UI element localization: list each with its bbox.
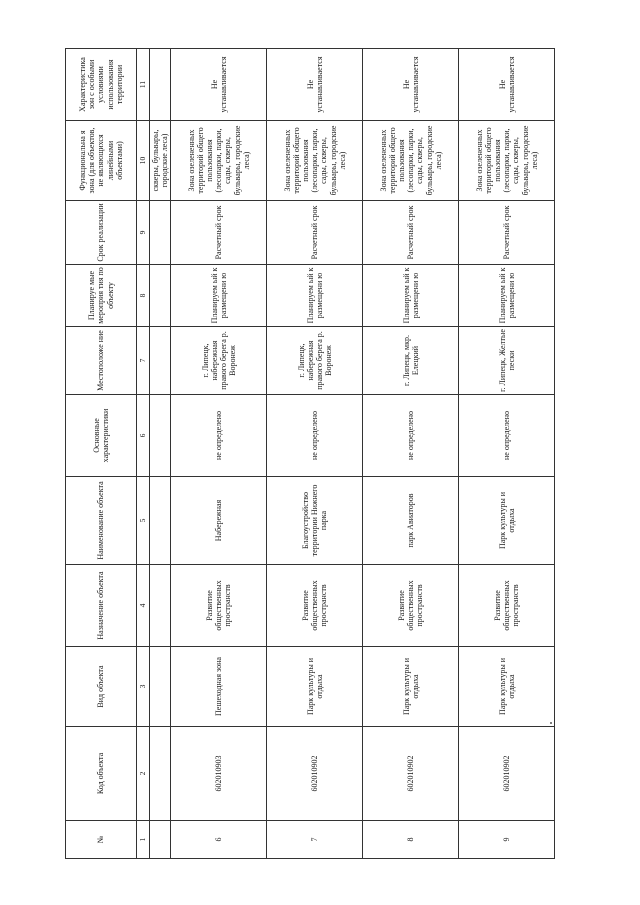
continuation-cell-empty — [150, 327, 171, 395]
table-row — [267, 49, 363, 859]
object-location: г. Липецк, набережная правого берега р. Воронеж — [171, 327, 267, 395]
continuation-cell-empty — [150, 647, 171, 727]
object-kind: Парк культуры и отдыха — [267, 647, 363, 727]
column-number: 5 — [137, 477, 150, 565]
table-frame — [65, 49, 555, 859]
object-characteristics: не определено — [171, 395, 267, 477]
functional-zone: Зона озелененных территорий общего пользования (лесопарки, парки, сады, скверы, бульвары, городские леса) — [363, 121, 459, 201]
object-code: 602010903 — [171, 727, 267, 821]
table-row — [171, 49, 267, 859]
planned-measures: Планируем ый к размещени ю — [459, 265, 555, 327]
implementation-term: Расчетный срок — [363, 201, 459, 265]
object-name: Благоустройство территории Нижнего парка — [267, 477, 363, 565]
object-name: парк Авиаторов — [363, 477, 459, 565]
planned-measures: Планируем ый к размещени ю — [171, 265, 267, 327]
table-header-row — [66, 49, 137, 859]
object-characteristics: не определено — [363, 395, 459, 477]
object-kind: Парк культуры и отдыха — [459, 647, 555, 727]
continuation-cell-empty — [150, 821, 171, 859]
implementation-term: Расчетный срок — [267, 201, 363, 265]
scan-speck — [550, 722, 552, 724]
row-number: 9 — [459, 821, 555, 859]
functional-zone: Зона озелененных территорий общего пользования (лесопарки, парки, сады, скверы, бульвары, городские леса) — [459, 121, 555, 201]
continuation-cell-empty — [150, 49, 171, 121]
column-number: 7 — [137, 327, 150, 395]
column-number-row — [137, 49, 150, 859]
column-number: 4 — [137, 565, 150, 647]
object-location: г. Липецк, Желтые пески — [459, 327, 555, 395]
special-zones: Не устанавливается — [363, 49, 459, 121]
rotated-table-container — [65, 49, 555, 859]
object-code: 602010902 — [267, 727, 363, 821]
continuation-cell-empty — [150, 395, 171, 477]
column-number: 1 — [137, 821, 150, 859]
object-kind: Парк культуры и отдыха — [363, 647, 459, 727]
column-header: Характеристика зон с особыми условиями использования территории — [66, 49, 137, 121]
row-number: 8 — [363, 821, 459, 859]
column-number: 8 — [137, 265, 150, 327]
continuation-zone-text: скверы, бульвары, городские леса) — [150, 121, 171, 201]
planned-measures: Планируем ый к размещени ю — [363, 265, 459, 327]
column-number: 2 — [137, 727, 150, 821]
column-header: Наименование объекта — [66, 477, 137, 565]
continuation-row — [150, 49, 171, 859]
object-location: г. Липецк, набережная правого берега р. Воронеж — [267, 327, 363, 395]
object-name: Набережная — [171, 477, 267, 565]
row-number: 7 — [267, 821, 363, 859]
object-purpose: Развитие общественных пространств — [459, 565, 555, 647]
implementation-term: Расчетный срок — [171, 201, 267, 265]
object-location: г. Липецк, мкр. Елецкий — [363, 327, 459, 395]
column-header: Функциональна я зона (для объектов, не являющихся линейными объектами) — [66, 121, 137, 201]
continuation-cell-empty — [150, 201, 171, 265]
column-number: 11 — [137, 49, 150, 121]
column-number: 3 — [137, 647, 150, 727]
object-code: 602010902 — [459, 727, 555, 821]
column-header: Вид объекта — [66, 647, 137, 727]
continuation-cell-empty — [150, 477, 171, 565]
special-zones: Не устанавливается — [459, 49, 555, 121]
object-code: 602010902 — [363, 727, 459, 821]
column-header: Местоположе ние — [66, 327, 137, 395]
column-header: Назначение объекта — [66, 565, 137, 647]
column-header: Срок реализации — [66, 201, 137, 265]
continuation-cell-empty — [150, 565, 171, 647]
implementation-term: Расчетный срок — [459, 201, 555, 265]
planned-measures: Планируем ый к размещени ю — [267, 265, 363, 327]
column-number: 10 — [137, 121, 150, 201]
object-purpose: Развитие общественных пространств — [363, 565, 459, 647]
table-row — [459, 49, 555, 859]
object-characteristics: не определено — [267, 395, 363, 477]
column-header: Планируе мые мероприя тия по объекту — [66, 265, 137, 327]
object-purpose: Развитие общественных пространств — [267, 565, 363, 647]
object-purpose: Развитие общественных пространств — [171, 565, 267, 647]
object-characteristics: не определено — [459, 395, 555, 477]
row-number: 6 — [171, 821, 267, 859]
continuation-cell-empty — [150, 727, 171, 821]
column-header: № — [66, 821, 137, 859]
special-zones: Не устанавливается — [171, 49, 267, 121]
column-number: 9 — [137, 201, 150, 265]
special-zones: Не устанавливается — [267, 49, 363, 121]
column-header: Код объекта — [66, 727, 137, 821]
planned-objects-table — [65, 48, 555, 859]
functional-zone: Зона озелененных территорий общего пользования (лесопарки, парки, сады, скверы, бульвары, городские леса) — [171, 121, 267, 201]
object-kind: Пешеходная зона — [171, 647, 267, 727]
object-name: Парк культуры и отдыха — [459, 477, 555, 565]
continuation-cell-empty — [150, 265, 171, 327]
functional-zone: Зона озелененных территорий общего пользования (лесопарки, парки, сады, скверы, бульвары, городские леса) — [267, 121, 363, 201]
table-row — [363, 49, 459, 859]
column-number: 6 — [137, 395, 150, 477]
column-header: Основные характеристики — [66, 395, 137, 477]
